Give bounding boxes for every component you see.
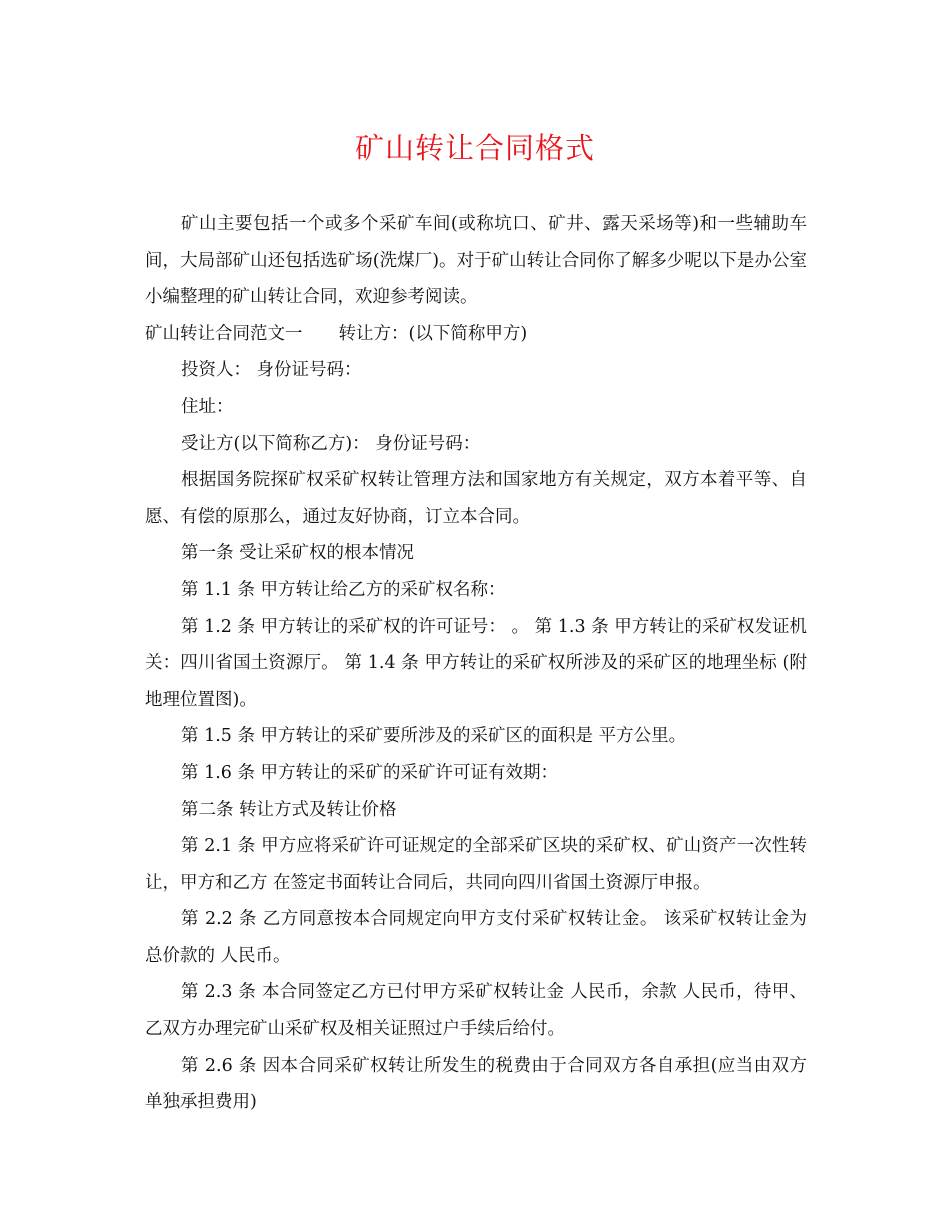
article-2-6: 第 2.6 条 因本合同采矿权转让所发生的税费由于合同双方各自承担(应当由双方单独承担费用): [145, 1055, 807, 1113]
article-1-5: 第 1.5 条 甲方转让的采矿要所涉及的采矿区的面积是 平方公里。: [181, 726, 687, 747]
basis-paragraph: 根据国务院探矿权采矿权转让管理方法和国家地方有关规定，双方本着平等、自愿、有偿的原那么，通过友好协商，订立本合同。: [145, 470, 807, 527]
article-2-1: 第 2.1 条 甲方应将采矿许可证规定的全部采矿区块的采矿权、矿山资产一次性转让，甲方和乙方 在签定书面转让合同后，共同向四川省国土资源厅申报。: [145, 836, 807, 893]
intro-paragraph: 矿山主要包括一个或多个采矿车间(或称坑口、矿井、露天采场等)和一些辅助车间，大局部矿山还包括选矿场(洗煤厂)。对于矿山转让合同你了解多少呢以下是办公室小编整理的矿山转让合同，欢迎参考阅读。: [145, 214, 807, 308]
article-1-2-to-1-4: 第 1.2 条 甲方转让的采矿权的许可证号： 。 第 1.3 条 甲方转让的采矿权发证机关：四川省国土资源厅。 第 1.4 条 甲方转让的采矿权所涉及的采矿区的地理坐标 (附地理位置图)。: [145, 616, 807, 710]
article-2-2: 第 2.2 条 乙方同意按本合同规定向甲方支付采矿权转让金。 该采矿权转让金为总价款的 人民币。: [145, 909, 807, 966]
transferee-line: 受让方(以下简称乙方)： 身份证号码：: [181, 433, 481, 454]
article-1-1: 第 1.1 条 甲方转让给乙方的采矿权名称：: [181, 579, 506, 600]
article-2-title: 第二条 转让方式及转让价格: [181, 799, 397, 820]
investor-line: 投资人： 身份证号码：: [181, 360, 362, 381]
article-1-6: 第 1.6 条 甲方转让的采矿的采矿许可证有效期：: [181, 762, 559, 783]
address-line: 住址：: [181, 396, 234, 417]
article-1-title: 第一条 受让采矿权的根本情况: [181, 543, 415, 564]
transferor-line: 转让方：(以下简称甲方): [338, 323, 528, 344]
document-body: [145, 206, 807, 1121]
sample-heading: 矿山转让合同范文一: [145, 323, 303, 344]
sample-heading-line: [145, 316, 807, 353]
document-title: 矿山转让合同格式: [354, 131, 595, 165]
article-2-3: 第 2.3 条 本合同签定乙方已付甲方采矿权转让金 人民币，余款 人民币，待甲、乙双方办理完矿山采矿权及相关证照过户手续后给付。: [145, 982, 807, 1040]
